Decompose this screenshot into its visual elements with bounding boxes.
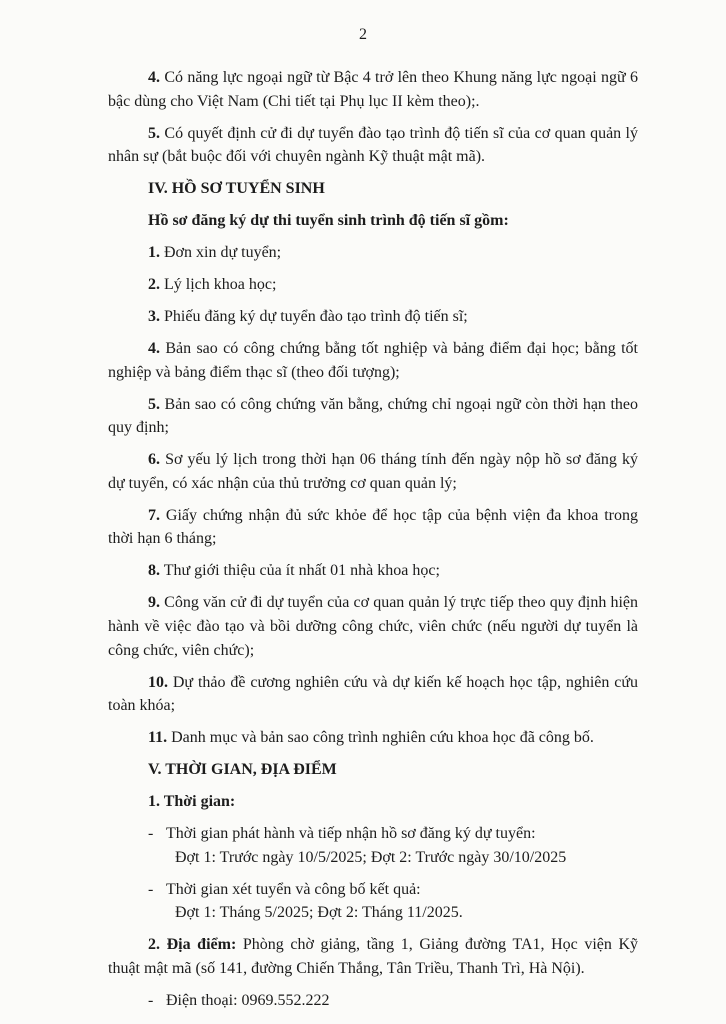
dossier-item <box>108 273 638 297</box>
item-text: Công văn cử đi dự tuyển của cơ quan quản lý trực tiếp theo quy định hiện hành về việc đào tạo và bồi dưỡng công chức, viên chức (nếu người dự tuyển là công chức, viên chức); <box>108 594 639 659</box>
item-text: Bản sao có công chứng bằng tốt nghiệp và bảng điểm đại học; bằng tốt nghiệp và bảng điểm thạc sĩ (theo đối tượng); <box>108 340 638 381</box>
item-number: 10. <box>148 673 168 691</box>
item-text: Sơ yếu lý lịch trong thời hạn 06 tháng tính đến ngày nộp hồ sơ đăng ký dự tuyển, có xác nhận của thủ trưởng cơ quan quản lý; <box>108 451 639 492</box>
item-number: 9. <box>148 594 160 612</box>
item-number: 7. <box>148 506 160 524</box>
dossier-item <box>108 305 638 329</box>
item-text: Đơn xin dự tuyển; <box>164 244 282 262</box>
item-number: 8. <box>148 562 160 580</box>
location-text: Phòng chờ giảng, tầng 1, Giảng đường TA1, Học viện Kỹ thuật mật mã (số 141, đường Chiến Thắng, Tân Triều, Thanh Trì, Hà Nội). <box>108 936 639 977</box>
item-text: Bản sao có công chứng văn bằng, chứng chỉ ngoại ngữ còn thời hạn theo quy định; <box>108 395 639 437</box>
item-number: 1. <box>148 244 160 262</box>
location-paragraph <box>108 933 638 980</box>
time-bullet <box>108 878 638 902</box>
dossier-item <box>108 337 638 384</box>
item-text: Lý lịch khoa học; <box>164 276 277 294</box>
dossier-item <box>108 448 638 495</box>
bullet-dash: - <box>148 880 154 898</box>
dossier-item <box>108 393 638 440</box>
item-text: Phiếu đăng ký dự tuyển đào tạo trình độ tiến sĩ; <box>164 308 468 326</box>
item-number: 11. <box>148 729 168 747</box>
item-number: 5. <box>148 124 160 142</box>
bullet-text: Thời gian xét tuyển và công bố kết quả: <box>166 880 421 898</box>
item-number: 2. <box>148 276 160 294</box>
item-text: Dự thảo đề cương nghiên cứu và dự kiến kế hoạch học tập, nghiên cứu toàn khóa; <box>108 673 639 715</box>
item-number: 4. <box>148 69 160 86</box>
location-label: 2. Địa điểm: <box>148 936 237 954</box>
bullet-text: Thời gian phát hành và tiếp nhận hồ sơ đăng ký dự tuyển: <box>166 825 536 843</box>
requirement-item <box>108 122 638 169</box>
item-number: 4. <box>148 340 160 358</box>
dossier-item <box>108 591 638 662</box>
requirement-item <box>108 66 638 113</box>
item-text: Giấy chứng nhận đủ sức khỏe để học tập của bệnh viện đa khoa trong thời hạn 6 tháng; <box>108 506 639 548</box>
item-text: Thư giới thiệu của ít nhất 01 nhà khoa học; <box>163 562 440 580</box>
dossier-item <box>108 241 638 265</box>
dossier-item <box>108 504 638 551</box>
time-heading: 1. Thời gian: <box>148 793 236 811</box>
item-number: 5. <box>148 395 160 413</box>
section-heading-v: V. THỜI GIAN, ĐỊA ĐIỂM <box>148 761 337 779</box>
dossier-item <box>108 671 638 718</box>
phone-text: Điện thoại: 0969.552.222 <box>166 991 330 1009</box>
item-number: 3. <box>148 308 160 326</box>
item-text: Danh mục và bản sao công trình nghiên cứu khoa học đã công bố. <box>171 729 594 747</box>
time-detail: Đợt 1: Trước ngày 10/5/2025; Đợt 2: Trước ngày 30/10/2025 <box>175 848 567 866</box>
document-body <box>108 66 638 1012</box>
time-bullet <box>108 822 638 846</box>
bullet-dash: - <box>148 991 154 1009</box>
page-number: 2 <box>359 26 367 43</box>
bullet-dash: - <box>148 825 154 843</box>
item-text: Có quyết định cử đi dự tuyển đào tạo trình độ tiến sĩ của cơ quan quản lý nhân sự (bắt buộc đối với chuyên ngành Kỹ thuật mật mã). <box>108 124 639 166</box>
section-heading-iv: IV. HỒ SƠ TUYỂN SINH <box>148 180 325 198</box>
phone-line <box>108 989 638 1013</box>
dossier-item <box>108 559 638 583</box>
section-iv-intro: Hồ sơ đăng ký dự thi tuyển sinh trình độ tiến sĩ gồm: <box>148 212 509 230</box>
item-text: Có năng lực ngoại ngữ từ Bậc 4 trở lên theo Khung năng lực ngoại ngữ 6 bậc dùng cho Việt Nam (Chi tiết tại Phụ lục II kèm theo);. <box>108 69 639 110</box>
time-detail: Đợt 1: Tháng 5/2025; Đợt 2: Tháng 11/2025. <box>175 904 463 922</box>
item-number: 6. <box>148 451 160 469</box>
dossier-item <box>108 726 638 750</box>
